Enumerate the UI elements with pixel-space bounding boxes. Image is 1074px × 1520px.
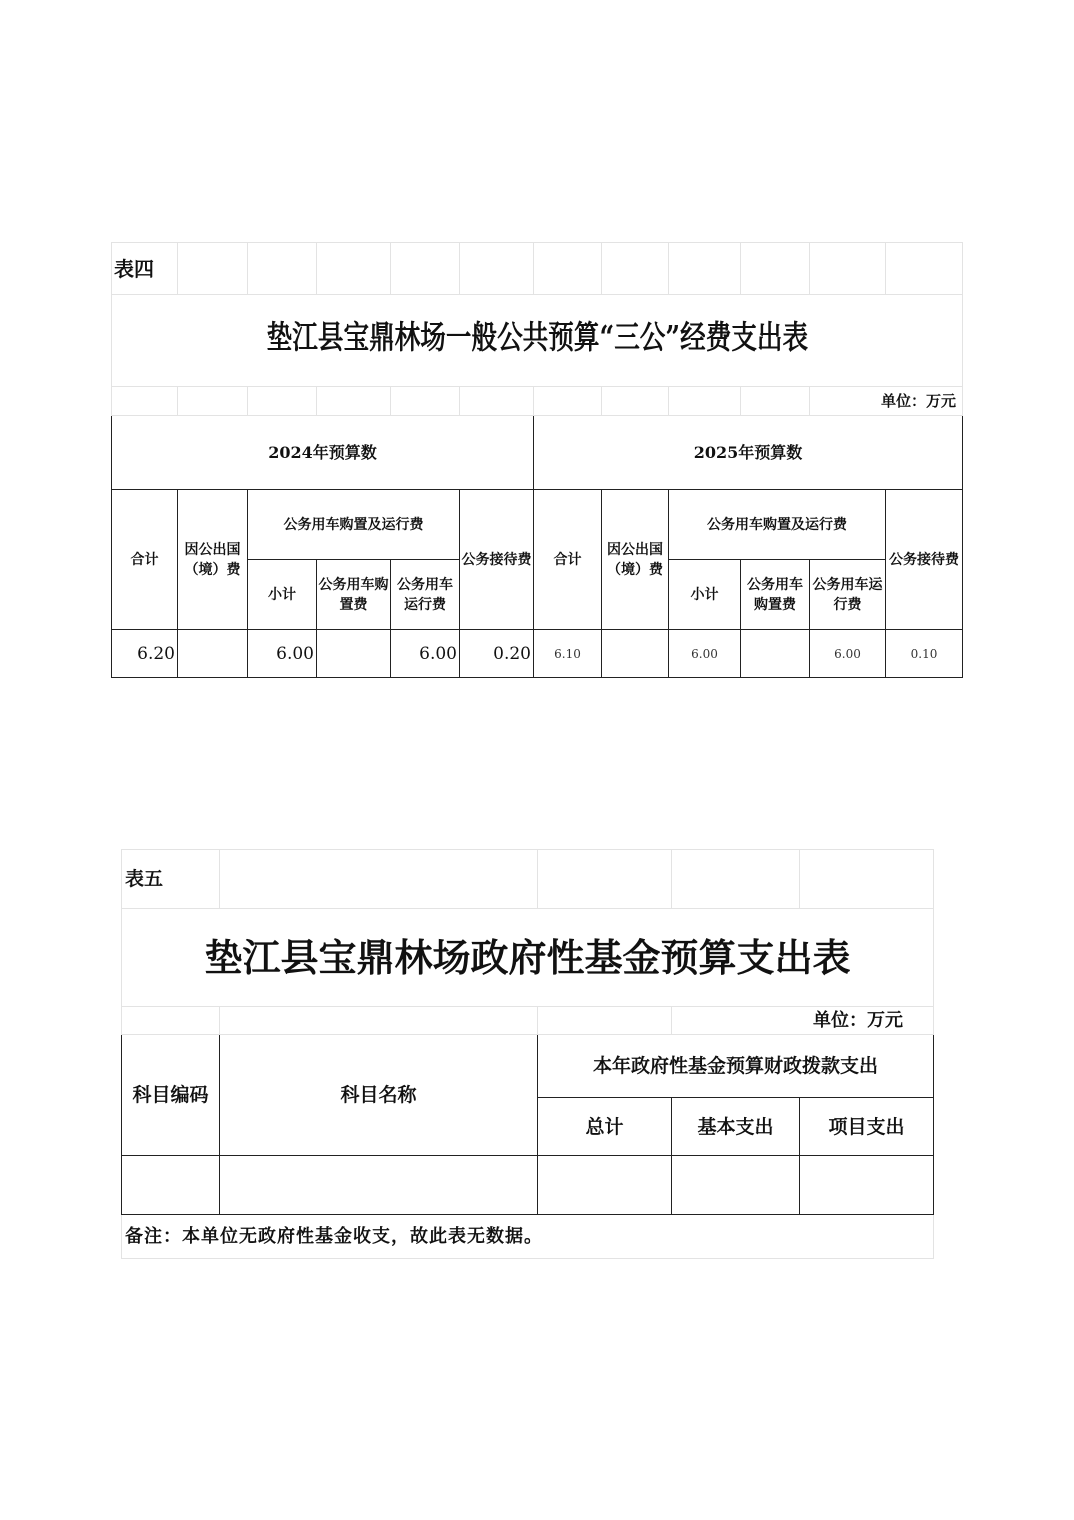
sanggong-expense-table (111, 242, 963, 678)
col-vehicle-purchase: 公务用车购置费 (317, 560, 391, 630)
col-vehicle-operation: 公务用车运行费 (810, 560, 886, 630)
cell-2024-operation: 6.00 (391, 630, 460, 678)
col-subtotal: 小计 (669, 560, 741, 630)
col-abroad: 因公出国（境）费 (178, 490, 248, 630)
government-fund-expense-table (121, 849, 934, 1259)
table-title: 垫江县宝鼎林场政府性基金预算支出表 (122, 909, 934, 1007)
table-row (122, 1156, 934, 1215)
cell-2024-reception: 0.20 (460, 630, 534, 678)
col-total: 合计 (112, 490, 178, 630)
col-fund-group: 本年政府性基金预算财政拨款支出 (538, 1035, 934, 1098)
unit-label: 单位：万元 (810, 387, 963, 416)
col-total: 合计 (534, 490, 602, 630)
cell-2025-total: 6.10 (534, 630, 602, 678)
table-row (112, 630, 963, 678)
cell-2025-subtotal: 6.00 (669, 630, 741, 678)
col-subtotal: 小计 (248, 560, 317, 630)
col-total: 总计 (538, 1098, 672, 1156)
table-note: 备注：本单位无政府性基金收支，故此表无数据。 (122, 1215, 934, 1259)
cell-2025-purchase (741, 630, 810, 678)
col-reception: 公务接待费 (460, 490, 534, 630)
col-vehicle-group: 公务用车购置及运行费 (669, 490, 886, 560)
year-2024-header: 2024年预算数 (112, 416, 534, 490)
cell-2024-abroad (178, 630, 248, 678)
col-vehicle-purchase: 公务用车购置费 (741, 560, 810, 630)
cell-2024-purchase (317, 630, 391, 678)
cell-2024-subtotal: 6.00 (248, 630, 317, 678)
col-reception: 公务接待费 (886, 490, 963, 630)
table-title: 垫江县宝鼎林场一般公共预算“三公”经费支出表 (266, 318, 808, 356)
col-vehicle-operation: 公务用车运行费 (391, 560, 460, 630)
col-project: 项目支出 (800, 1098, 934, 1156)
col-basic: 基本支出 (672, 1098, 800, 1156)
col-code: 科目编码 (122, 1035, 220, 1156)
cell-2025-abroad (602, 630, 669, 678)
table-label: 表四 (112, 243, 178, 295)
col-abroad: 因公出国（境）费 (602, 490, 669, 630)
col-vehicle-group: 公务用车购置及运行费 (248, 490, 460, 560)
unit-label: 单位：万元 (672, 1007, 934, 1035)
cell-2024-total: 6.20 (112, 630, 178, 678)
year-2025-header: 2025年预算数 (534, 416, 963, 490)
cell-2025-operation: 6.00 (810, 630, 886, 678)
cell-2025-reception: 0.10 (886, 630, 963, 678)
table-label: 表五 (122, 850, 220, 909)
col-name: 科目名称 (220, 1035, 538, 1156)
